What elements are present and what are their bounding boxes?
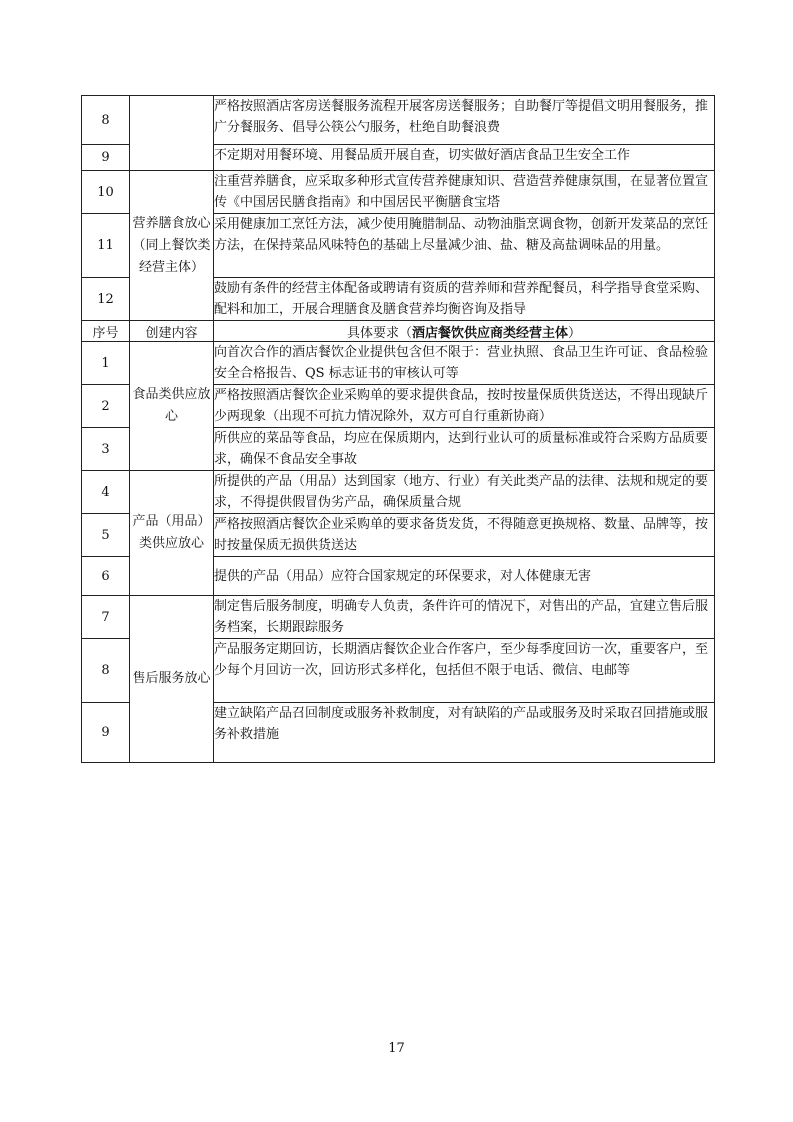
row-number: 9 (82, 703, 130, 763)
requirement-text: 制定售后服务制度，明确专人负责，条件许可的情况下，对售出的产品，宜建立售后服务档案，长期跟踪服务 (214, 596, 715, 639)
table-row (82, 596, 715, 639)
requirement-text: 提供的产品（用品）应符合国家规定的环保要求，对人体健康无害 (214, 557, 715, 596)
category-product: 产品（用品）类供应放心 (130, 471, 214, 596)
row-number: 8 (82, 639, 130, 703)
requirement-text: 注重营养膳食，应采取多种形式宣传营养健康知识、营造营养健康氛围，在显著位置宣传《中国居民膳食指南》和中国居民平衡膳食宝塔 (214, 171, 715, 214)
row-number: 8 (82, 96, 130, 145)
row-number: 1 (82, 342, 130, 385)
header-requirements: 具体要求（酒店餐饮供应商类经营主体） (214, 321, 715, 342)
header-content: 创建内容 (130, 321, 214, 342)
requirement-text: 所供应的菜品等食品，均应在保质期内，达到行业认可的质量标准或符合采购方品质要求，确保不食品安全事故 (214, 428, 715, 471)
header-no: 序号 (82, 321, 130, 342)
table-header-row (82, 321, 715, 342)
category-food: 食品类供应放心 (130, 342, 214, 471)
row-number: 12 (82, 278, 130, 321)
category-nutrition: 营养膳食放心（同上餐饮类经营主体） (130, 171, 214, 321)
requirement-text: 鼓励有条件的经营主体配备或聘请有资质的营养师和营养配餐员，科学指导食堂采购、配料和加工，开展合理膳食及膳食营养均衡咨询及指导 (214, 278, 715, 321)
requirement-text: 产品服务定期回访，长期酒店餐饮企业合作客户，至少每季度回访一次，重要客户，至少每个月回访一次，回访形式多样化，包括但不限于电话、微信、电邮等 (214, 639, 715, 703)
requirement-text: 向首次合作的酒店餐饮企业提供包含但不限于：营业执照、食品卫生许可证、食品检验安全合格报告、QS 标志证书的审核认可等 (214, 342, 715, 385)
table-row (82, 342, 715, 385)
table-row (82, 96, 715, 145)
row-number: 9 (82, 145, 130, 171)
row-number: 6 (82, 557, 130, 596)
requirement-text: 建立缺陷产品召回制度或服务补救制度，对有缺陷的产品或服务及时采取召回措施或服务补救措施 (214, 703, 715, 763)
category-aftersale: 售后服务放心 (130, 596, 214, 763)
requirement-text: 严格按照酒店客房送餐服务流程开展客房送餐服务；自助餐厅等提倡文明用餐服务，推广分餐服务、倡导公筷公勺服务，杜绝自助餐浪费 (214, 96, 715, 145)
table-row (82, 471, 715, 514)
row-number: 10 (82, 171, 130, 214)
page-number: 17 (388, 1041, 405, 1056)
row-number: 2 (82, 385, 130, 428)
row-number: 7 (82, 596, 130, 639)
row-number: 4 (82, 471, 130, 514)
row-number: 3 (82, 428, 130, 471)
row-number: 11 (82, 214, 130, 278)
requirement-text: 所提供的产品（用品）达到国家（地方、行业）有关此类产品的法律、法规和规定的要求，不得提供假冒伪劣产品，确保质量合规 (214, 471, 715, 514)
requirement-text: 严格按照酒店餐饮企业采购单的要求备货发货，不得随意更换规格、数量、品牌等，按时按量保质无损供货送达 (214, 514, 715, 557)
requirement-text: 采用健康加工烹饪方法，减少使用腌腊制品、动物油脂烹调食物，创新开发菜品的烹饪方法，在保持菜品风味特色的基础上尽量减少油、盐、糖及高盐调味品的用量。 (214, 214, 715, 278)
requirement-text: 不定期对用餐环境、用餐品质开展自查，切实做好酒店食品卫生安全工作 (214, 145, 715, 171)
category-cell-empty (130, 96, 214, 171)
requirements-table (81, 95, 715, 763)
row-number: 5 (82, 514, 130, 557)
requirement-text: 严格按照酒店餐饮企业采购单的要求提供食品，按时按量保质供货送达，不得出现缺斤少两现象（出现不可抗力情况除外，双方可自行重新协商） (214, 385, 715, 428)
table-row (82, 171, 715, 214)
header-subject: 酒店餐饮供应商类经营主体 (411, 325, 568, 341)
